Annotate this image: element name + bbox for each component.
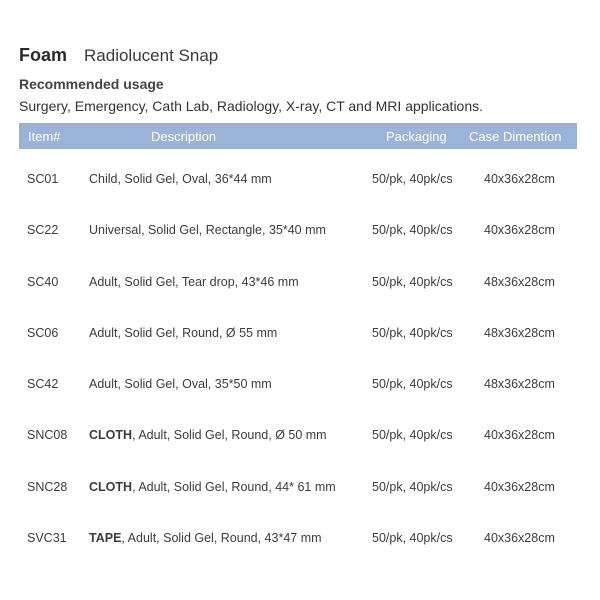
item-case-dimension: 40x36x28cm	[484, 172, 555, 186]
product-header	[19, 45, 590, 114]
description-emphasis: CLOTH	[89, 428, 133, 443]
item-description	[89, 275, 299, 289]
product-subtitle: Radiolucent Snap	[84, 46, 219, 65]
item-description	[89, 326, 277, 340]
item-case-dimension: 40x36x28cm	[484, 531, 555, 546]
column-header-case-dimension: Case Dimention	[469, 129, 562, 144]
item-packaging: 50/pk, 40pk/cs	[372, 274, 453, 289]
title-line	[19, 45, 590, 73]
item-packaging: 50/pk, 40pk/cs	[372, 377, 453, 392]
table-row	[0, 204, 600, 255]
item-packaging: 50/pk, 40pk/cs	[372, 479, 453, 494]
description-text: Adult, Solid Gel, Round, Ø 55 mm	[89, 325, 278, 340]
item-case-dimension: 48x36x28cm	[484, 325, 555, 340]
table-row	[0, 307, 600, 358]
item-packaging: 50/pk, 40pk/cs	[372, 223, 453, 238]
item-case-dimension: 40x36x28cm	[484, 223, 555, 238]
item-case-dimension: 40x36x28cm	[484, 428, 555, 443]
description-text: Child, Solid Gel, Oval, 36*44 mm	[89, 172, 272, 186]
item-number: SC06	[27, 325, 59, 340]
item-packaging: 50/pk, 40pk/cs	[372, 325, 453, 340]
description-emphasis: TAPE	[89, 531, 122, 546]
item-packaging: 50/pk, 40pk/cs	[372, 428, 453, 443]
item-number: SNC28	[27, 479, 68, 494]
table-row	[0, 256, 600, 307]
table-row	[0, 153, 600, 204]
item-number: SC40	[27, 274, 59, 289]
description-emphasis: CLOTH	[89, 479, 133, 494]
column-header-packaging: Packaging	[386, 129, 447, 144]
item-case-dimension: 48x36x28cm	[484, 377, 555, 392]
description-text: , Adult, Solid Gel, Round, 43*47 mm	[121, 531, 322, 546]
description-text: , Adult, Solid Gel, Round, Ø 50 mm	[132, 428, 327, 443]
item-description	[89, 172, 272, 186]
item-description	[89, 428, 327, 442]
description-text: Universal, Solid Gel, Rectangle, 35*40 mm	[89, 223, 326, 238]
recommended-usage-text: Surgery, Emergency, Cath Lab, Radiology, X-ray, CT and MRI applications.	[19, 98, 484, 114]
item-packaging: 50/pk, 40pk/cs	[372, 531, 453, 546]
item-packaging: 50/pk, 40pk/cs	[372, 172, 453, 186]
table-row	[0, 461, 600, 512]
table-header	[19, 123, 577, 149]
item-description	[89, 223, 326, 237]
item-number: SC22	[27, 223, 59, 238]
item-case-dimension: 48x36x28cm	[484, 274, 555, 289]
description-text: Adult, Solid Gel, Tear drop, 43*46 mm	[89, 274, 299, 289]
description-text: , Adult, Solid Gel, Round, 44* 61 mm	[132, 479, 336, 494]
recommended-usage-label: Recommended usage	[19, 76, 164, 92]
product-table-body	[0, 153, 600, 563]
item-description	[89, 377, 272, 391]
table-row	[0, 358, 600, 409]
column-header-item: Item#	[28, 129, 61, 144]
product-title: Foam	[19, 45, 68, 65]
table-row	[0, 512, 600, 563]
item-number: SNC08	[27, 428, 68, 443]
item-number: SC01	[27, 172, 59, 186]
table-row	[0, 409, 600, 460]
item-number: SVC31	[27, 531, 67, 546]
description-text: Adult, Solid Gel, Oval, 35*50 mm	[89, 377, 272, 392]
item-description	[89, 531, 322, 545]
column-header-description: Description	[151, 129, 217, 144]
item-case-dimension: 40x36x28cm	[484, 479, 555, 494]
item-description	[89, 480, 336, 494]
item-number: SC42	[27, 377, 59, 392]
